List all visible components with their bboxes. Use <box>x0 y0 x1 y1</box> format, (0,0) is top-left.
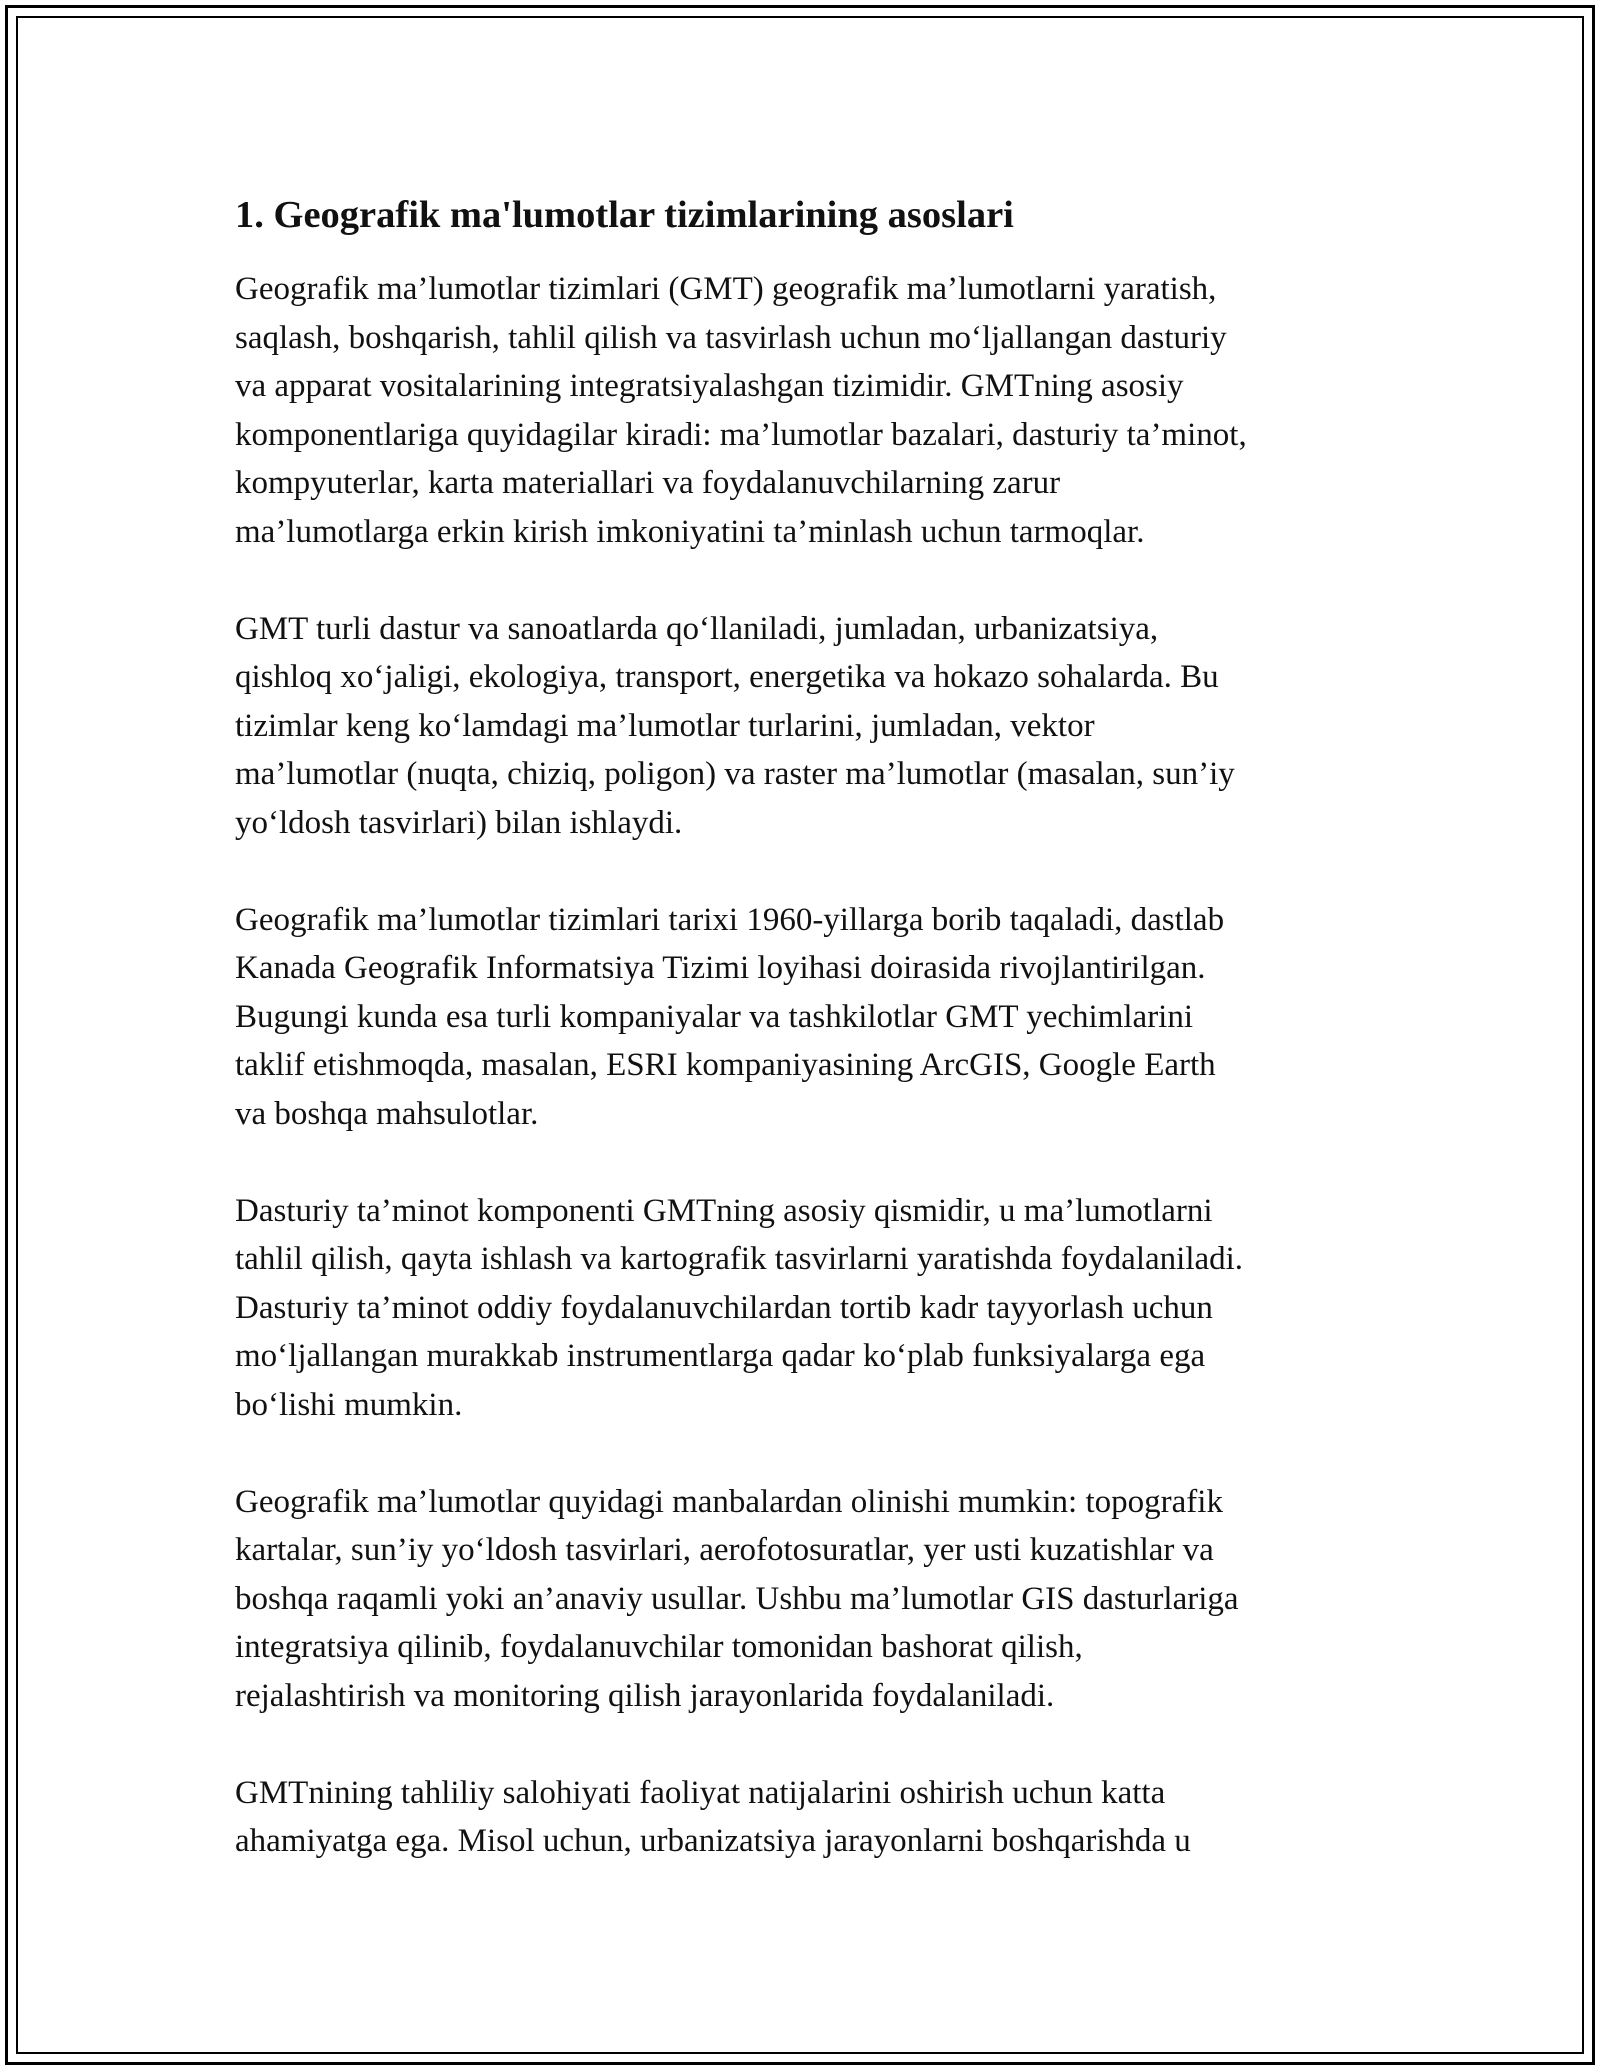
paragraph-gmt-data-sources: Geografik ma’lumotlar quyidagi manbalardan olinishi mumkin: topografik kartalar, sun’iy yo‘ldosh tasvirlari, aerofotosuratlar, yer usti kuzatishlar va boshqa raqamli yoki an’anaviy usullar. Ushbu ma’lumotlar GIS dasturlariga integratsiya qilinib, foydalanuvchilar tomonidan bashorat qilish, rejalashtirish va monitoring qilish jarayonlarida foydalaniladi. <box>235 1483 1239 1714</box>
paragraph-gmt-history: Geografik ma’lumotlar tizimlari tarixi 1960-yillarga borib taqaladi, dastlab Kanada Geografik Informatsiya Tizimi loyihasi doirasida rivojlantirilgan. Bugungi kunda esa turli kompaniyalar va tashkilotlar GMT yechimlarini taklif etishmoqda, masalan, ESRI kompaniyasining ArcGIS, Google Earth va boshqa mahsulotlar. <box>235 901 1225 1132</box>
paragraph-gmt-definition: Geografik ma’lumotlar tizimlari (GMT) geografik ma’lumotlarni yaratish, saqlash, boshqarish, tahlil qilish va tasvirlash uchun mo‘ljallangan dasturiy va apparat vositalarining integratsiyalashgan tizimidir. GMTning asosiy komponentlariga quyidagilar kiradi: ma’lumotlar bazalari, dasturiy ta’minot, kompyuterlar, karta materiallari va foydalanuvchilarning zarur ma’lumotlarga erkin kirish imkoniyatini ta’minlash uchun tarmoqlar. <box>235 271 1247 550</box>
document-body <box>235 187 1375 1914</box>
paragraph-gmt-analytics: GMTnining tahliliy salohiyati faoliyat natijalarini oshirish uchun katta ahamiyatga ega. Misol uchun, urbanizatsiya jarayonlarni boshqarishda u <box>235 1774 1191 1859</box>
paragraph-gmt-applications: GMT turli dastur va sanoatlarda qo‘llaniladi, jumladan, urbanizatsiya, qishloq xo‘jaligi, ekologiya, transport, energetika va hokazo sohalarda. Bu tizimlar keng ko‘lamdagi ma’lumotlar turlarini, jumladan, vektor ma’lumotlar (nuqta, chiziq, poligon) va raster ma’lumotlar (masalan, sun’iy yo‘ldosh tasvirlari) bilan ishlaydi. <box>235 610 1235 841</box>
section-heading: 1. Geografik ma'lumotlar tizimlarining asoslari <box>235 194 1014 236</box>
paragraph-gmt-software: Dasturiy ta’minot komponenti GMTning asosiy qismidir, u ma’lumotlarni tahlil qilish, qayta ishlash va kartografik tasvirlarni yaratishda foydalaniladi. Dasturiy ta’minot oddiy foydalanuvchilardan tortib kadr tayyorlash uchun mo‘ljallangan murakkab instrumentlarga qadar ko‘plab funksiyalarga ega bo‘lishi mumkin. <box>235 1192 1244 1423</box>
